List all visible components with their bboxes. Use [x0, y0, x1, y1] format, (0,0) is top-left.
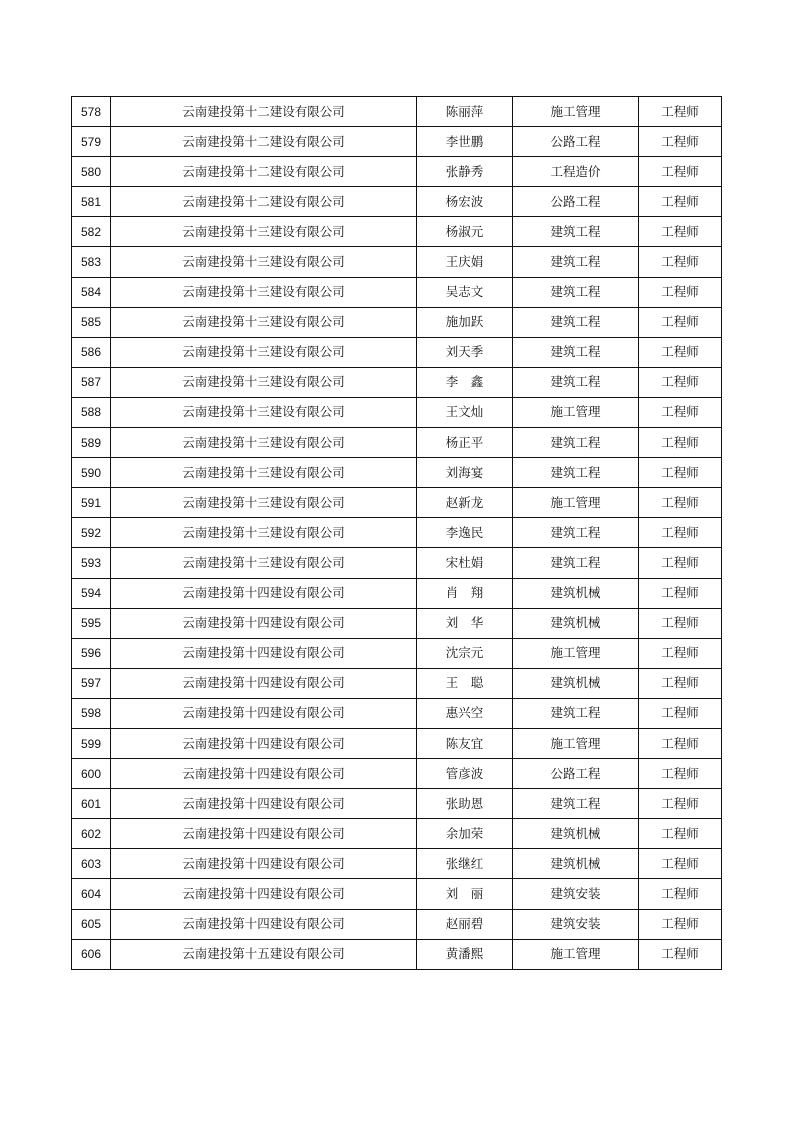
row-number-cell: 589 — [72, 428, 111, 458]
company-cell: 云南建投第十三建设有限公司 — [111, 277, 417, 307]
professional-title-cell: 工程师 — [639, 247, 722, 277]
row-number-cell: 596 — [72, 638, 111, 668]
company-cell: 云南建投第十三建设有限公司 — [111, 518, 417, 548]
row-number-cell: 594 — [72, 578, 111, 608]
company-cell: 云南建投第十四建设有限公司 — [111, 728, 417, 758]
professional-title-cell: 工程师 — [639, 759, 722, 789]
table-row — [72, 638, 722, 668]
company-cell: 云南建投第十四建设有限公司 — [111, 789, 417, 819]
specialty-cell: 建筑工程 — [513, 247, 639, 277]
professional-title-cell: 工程师 — [639, 488, 722, 518]
table-row — [72, 247, 722, 277]
table-row — [72, 759, 722, 789]
specialty-cell: 施工管理 — [513, 397, 639, 427]
name-cell: 赵丽碧 — [417, 909, 513, 939]
table-row — [72, 668, 722, 698]
name-cell: 惠兴空 — [417, 698, 513, 728]
professional-title-cell: 工程师 — [639, 909, 722, 939]
row-number-cell: 595 — [72, 608, 111, 638]
professional-title-cell: 工程师 — [639, 337, 722, 367]
company-cell: 云南建投第十四建设有限公司 — [111, 909, 417, 939]
name-cell: 刘 华 — [417, 608, 513, 638]
professional-title-cell: 工程师 — [639, 307, 722, 337]
table-row — [72, 157, 722, 187]
specialty-cell: 建筑工程 — [513, 789, 639, 819]
specialty-cell: 施工管理 — [513, 488, 639, 518]
name-cell: 施加跃 — [417, 307, 513, 337]
table-row — [72, 909, 722, 939]
company-cell: 云南建投第十三建设有限公司 — [111, 307, 417, 337]
company-cell: 云南建投第十二建设有限公司 — [111, 97, 417, 127]
specialty-cell: 建筑工程 — [513, 367, 639, 397]
table-row — [72, 789, 722, 819]
specialty-cell: 建筑机械 — [513, 578, 639, 608]
specialty-cell: 建筑机械 — [513, 608, 639, 638]
table-row — [72, 548, 722, 578]
specialty-cell: 建筑工程 — [513, 518, 639, 548]
row-number-cell: 606 — [72, 939, 111, 969]
table-row — [72, 939, 722, 969]
name-cell: 杨宏波 — [417, 187, 513, 217]
company-cell: 云南建投第十四建设有限公司 — [111, 578, 417, 608]
row-number-cell: 590 — [72, 458, 111, 488]
row-number-cell: 601 — [72, 789, 111, 819]
professional-title-cell: 工程师 — [639, 217, 722, 247]
company-cell: 云南建投第十四建设有限公司 — [111, 879, 417, 909]
company-cell: 云南建投第十四建设有限公司 — [111, 638, 417, 668]
table-row — [72, 488, 722, 518]
row-number-cell: 605 — [72, 909, 111, 939]
name-cell: 李世鹏 — [417, 127, 513, 157]
name-cell: 王 聪 — [417, 668, 513, 698]
row-number-cell: 603 — [72, 849, 111, 879]
row-number-cell: 597 — [72, 668, 111, 698]
table-row — [72, 879, 722, 909]
name-cell: 杨正平 — [417, 428, 513, 458]
professional-title-cell: 工程师 — [639, 518, 722, 548]
company-cell: 云南建投第十四建设有限公司 — [111, 759, 417, 789]
company-cell: 云南建投第十四建设有限公司 — [111, 849, 417, 879]
professional-title-cell: 工程师 — [639, 157, 722, 187]
row-number-cell: 579 — [72, 127, 111, 157]
table-row — [72, 578, 722, 608]
professional-title-cell: 工程师 — [639, 187, 722, 217]
row-number-cell: 593 — [72, 548, 111, 578]
company-cell: 云南建投第十五建设有限公司 — [111, 939, 417, 969]
company-cell: 云南建投第十四建设有限公司 — [111, 668, 417, 698]
row-number-cell: 581 — [72, 187, 111, 217]
specialty-cell: 建筑机械 — [513, 668, 639, 698]
row-number-cell: 582 — [72, 217, 111, 247]
company-cell: 云南建投第十四建设有限公司 — [111, 819, 417, 849]
specialty-cell: 建筑机械 — [513, 819, 639, 849]
specialty-cell: 建筑工程 — [513, 277, 639, 307]
name-cell: 余加荣 — [417, 819, 513, 849]
specialty-cell: 公路工程 — [513, 127, 639, 157]
table-row — [72, 187, 722, 217]
specialty-cell: 工程造价 — [513, 157, 639, 187]
name-cell: 吴志文 — [417, 277, 513, 307]
name-cell: 张助恩 — [417, 789, 513, 819]
name-cell: 张继红 — [417, 849, 513, 879]
row-number-cell: 591 — [72, 488, 111, 518]
table-row — [72, 518, 722, 548]
specialty-cell: 建筑工程 — [513, 337, 639, 367]
name-cell: 李 鑫 — [417, 367, 513, 397]
name-cell: 肖 翔 — [417, 578, 513, 608]
table-row — [72, 428, 722, 458]
professional-title-cell: 工程师 — [639, 578, 722, 608]
table-row — [72, 127, 722, 157]
professional-title-cell: 工程师 — [639, 879, 722, 909]
row-number-cell: 584 — [72, 277, 111, 307]
company-cell: 云南建投第十三建设有限公司 — [111, 397, 417, 427]
professional-title-cell: 工程师 — [639, 819, 722, 849]
specialty-cell: 建筑安装 — [513, 909, 639, 939]
name-cell: 赵新龙 — [417, 488, 513, 518]
table-row — [72, 698, 722, 728]
professional-title-cell: 工程师 — [639, 428, 722, 458]
specialty-cell: 建筑工程 — [513, 548, 639, 578]
company-cell: 云南建投第十四建设有限公司 — [111, 698, 417, 728]
table-row — [72, 397, 722, 427]
name-cell: 沈宗元 — [417, 638, 513, 668]
specialty-cell: 施工管理 — [513, 97, 639, 127]
professional-title-cell: 工程师 — [639, 367, 722, 397]
professional-title-cell: 工程师 — [639, 608, 722, 638]
company-cell: 云南建投第十二建设有限公司 — [111, 187, 417, 217]
name-cell: 宋杜娟 — [417, 548, 513, 578]
specialty-cell: 施工管理 — [513, 939, 639, 969]
company-cell: 云南建投第十三建设有限公司 — [111, 217, 417, 247]
row-number-cell: 602 — [72, 819, 111, 849]
specialty-cell: 公路工程 — [513, 759, 639, 789]
name-cell: 黄潘熙 — [417, 939, 513, 969]
row-number-cell: 583 — [72, 247, 111, 277]
table-row — [72, 337, 722, 367]
row-number-cell: 586 — [72, 337, 111, 367]
table-row — [72, 819, 722, 849]
row-number-cell: 598 — [72, 698, 111, 728]
professional-title-cell: 工程师 — [639, 548, 722, 578]
table-row — [72, 728, 722, 758]
specialty-cell: 建筑工程 — [513, 458, 639, 488]
professional-title-cell: 工程师 — [639, 668, 722, 698]
name-cell: 刘天季 — [417, 337, 513, 367]
specialty-cell: 施工管理 — [513, 638, 639, 668]
company-cell: 云南建投第十三建设有限公司 — [111, 458, 417, 488]
company-cell: 云南建投第十三建设有限公司 — [111, 247, 417, 277]
specialty-cell: 公路工程 — [513, 187, 639, 217]
table-row — [72, 307, 722, 337]
row-number-cell: 580 — [72, 157, 111, 187]
specialty-cell: 建筑工程 — [513, 698, 639, 728]
row-number-cell: 578 — [72, 97, 111, 127]
row-number-cell: 585 — [72, 307, 111, 337]
name-cell: 刘海宴 — [417, 458, 513, 488]
company-cell: 云南建投第十三建设有限公司 — [111, 428, 417, 458]
specialty-cell: 建筑工程 — [513, 217, 639, 247]
name-cell: 王文灿 — [417, 397, 513, 427]
table-row — [72, 277, 722, 307]
name-cell: 张静秀 — [417, 157, 513, 187]
personnel-table-body — [72, 97, 722, 970]
table-row — [72, 367, 722, 397]
professional-title-cell: 工程师 — [639, 939, 722, 969]
table-row — [72, 458, 722, 488]
professional-title-cell: 工程师 — [639, 458, 722, 488]
professional-title-cell: 工程师 — [639, 97, 722, 127]
name-cell: 杨淑元 — [417, 217, 513, 247]
specialty-cell: 建筑工程 — [513, 307, 639, 337]
specialty-cell: 建筑机械 — [513, 849, 639, 879]
company-cell: 云南建投第十三建设有限公司 — [111, 337, 417, 367]
professional-title-cell: 工程师 — [639, 728, 722, 758]
professional-title-cell: 工程师 — [639, 127, 722, 157]
row-number-cell: 588 — [72, 397, 111, 427]
professional-title-cell: 工程师 — [639, 789, 722, 819]
professional-title-cell: 工程师 — [639, 638, 722, 668]
company-cell: 云南建投第十二建设有限公司 — [111, 127, 417, 157]
specialty-cell: 建筑安装 — [513, 879, 639, 909]
company-cell: 云南建投第十四建设有限公司 — [111, 608, 417, 638]
professional-title-cell: 工程师 — [639, 849, 722, 879]
table-row — [72, 608, 722, 638]
specialty-cell: 建筑工程 — [513, 428, 639, 458]
professional-title-cell: 工程师 — [639, 698, 722, 728]
table-row — [72, 217, 722, 247]
company-cell: 云南建投第十三建设有限公司 — [111, 548, 417, 578]
row-number-cell: 592 — [72, 518, 111, 548]
professional-title-cell: 工程师 — [639, 277, 722, 307]
company-cell: 云南建投第十二建设有限公司 — [111, 157, 417, 187]
name-cell: 陈丽萍 — [417, 97, 513, 127]
row-number-cell: 604 — [72, 879, 111, 909]
company-cell: 云南建投第十三建设有限公司 — [111, 367, 417, 397]
table-row — [72, 97, 722, 127]
name-cell: 刘 丽 — [417, 879, 513, 909]
row-number-cell: 587 — [72, 367, 111, 397]
name-cell: 管彦波 — [417, 759, 513, 789]
table-row — [72, 849, 722, 879]
specialty-cell: 施工管理 — [513, 728, 639, 758]
name-cell: 王庆娟 — [417, 247, 513, 277]
name-cell: 李逸民 — [417, 518, 513, 548]
row-number-cell: 600 — [72, 759, 111, 789]
professional-title-cell: 工程师 — [639, 397, 722, 427]
row-number-cell: 599 — [72, 728, 111, 758]
personnel-table — [71, 96, 722, 970]
name-cell: 陈友宜 — [417, 728, 513, 758]
company-cell: 云南建投第十三建设有限公司 — [111, 488, 417, 518]
